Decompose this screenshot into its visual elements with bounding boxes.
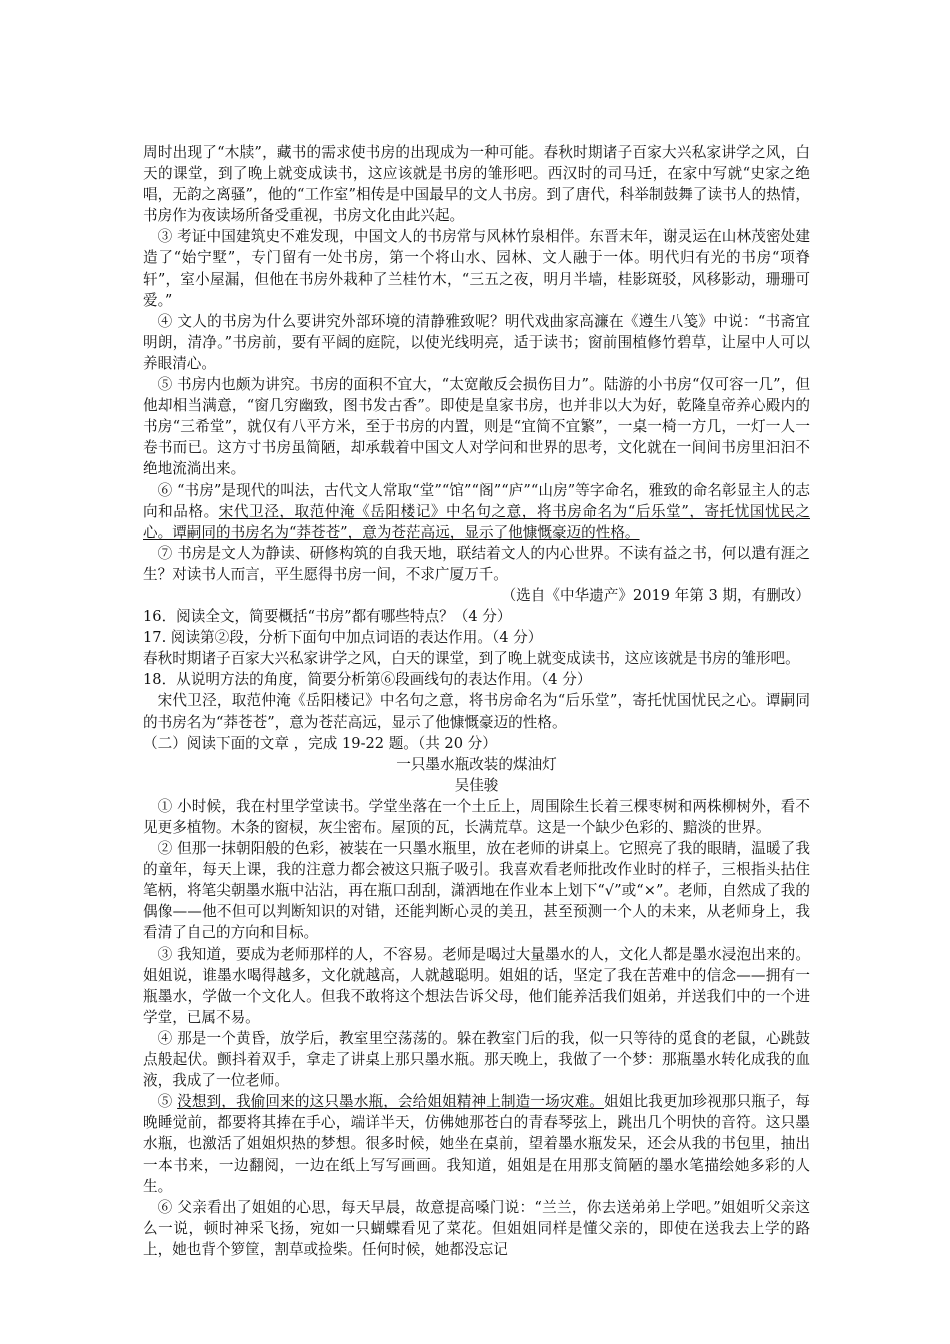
paragraph-5-text: 姐姐比我更加珍视那只瓶子，每晚睡觉前，都要将其捧在手心，端详半天，仿佛她那苍白的青春琴弦上，跳出几个明快的音符。这只墨水瓶，也激活了姐姐炽热的梦想。很多时候，她坐在桌前，望着墨水瓶发呆，还会从我的书包里，抽出一本书来，一边翻阅，一边在纸上写写画画。我知道，姐姐是在用那支简陋的墨水笔描绘她多彩的人生。 [143, 1093, 810, 1195]
question-17-quote: 春秋时期诸子百家大兴私家讲学之风，白天的课堂，到了晚上就变成读书，这应该就是书房的雏形吧。 [143, 650, 800, 668]
article-paragraph-5 [143, 1091, 810, 1196]
passage-paragraph-5: ⑤ 书房内也颇为讲究。书房的面积不宜大，“太宽敞反会损伤目力”。陆游的小书房“仅可容一几”，但他却相当满意，“窗几穷幽致，图书发古香”。即使是皇家书房，也并非以大为好，乾隆皇帝养心殿内的书房“三希堂”，就仅有八平方米，至于书房的内置，则是“宜简不宜繁”，一桌一椅一方几，一灯一人一卷书而已。这方寸书房虽简陋，却承载着中国文人对学问和世界的思考，文化就在一间间书房里汩汩不绝地流淌出来。 [143, 376, 810, 478]
paragraph-6-underlined-sentence: 宋代卫泾，取范仲淹《岳阳楼记》中名句之意，将书房命名为“后乐堂”，寄托忧国忧民之心。谭嗣同的书房名为“莽苍苍”，意为苍茫高远，显示了他慷慨豪迈的性格。 [143, 502, 810, 541]
passage-paragraph-3: ③ 考证中国建筑史不难发现，中国文人的书房常与风林竹泉相伴。东晋末年，谢灵运在山林茂密处建造了“始宁墅”，专门留有一处书房，第一个将山水、园林、文人融于一体。明代归有光的书房“项脊轩”，室小屋漏，但他在书房外栽种了兰桂竹木，“三五之夜，明月半墙，桂影斑驳，风移影动，珊珊可爱。” [143, 228, 810, 309]
section-2-heading: （二）阅读下面的文章 ，完成 19-22 题。（共 20 分） [143, 734, 497, 752]
article-paragraph-3: ③ 我知道，要成为老师那样的人，不容易。老师是喝过大量墨水的人，文化人都是墨水浸泡出来的。姐姐说，谁墨水喝得越多，文化就越高，人就越聪明。姐姐的话，坚定了我在苦难中的信念——拥有一瓶墨水，学做一个文化人。但我不敢将这个想法告诉父母，他们能养活我们姐弟，并送我们中的一个进学堂，已属不易。 [143, 945, 810, 1026]
question-18: 18．从说明方法的角度，简要分析第⑥段画线句的表达作用。（4 分） [143, 671, 592, 689]
passage-paragraph-4: ④ 文人的书房为什么要讲究外部环境的清静雅致呢？明代戏曲家高濂在《遵生八笺》中说：“书斋宜明朗，清净。”书房前，要有平阔的庭院，以使光线明亮，适于读书；窗前围植修竹碧草，让屋中人可以养眼清心。 [143, 312, 810, 372]
question-16: 16．阅读全文，简要概括“书房”都有哪些特点？（4 分） [143, 608, 512, 626]
article-title: 一只墨水瓶改装的煤油灯 [396, 755, 557, 773]
paragraph-5-number: ⑤ [157, 1093, 178, 1111]
passage-paragraph-continued: 周时出现了“木牍”，藏书的需求使书房的出现成为一种可能。春秋时期诸子百家大兴私家讲学之风，白天的课堂，到了晚上就变成读书，这应该就是书房的雏形吧。西汉时的司马迁，在家中写就“史家之绝唱，无韵之离骚”，他的“工作室”相传是中国最早的文人书房。到了唐代，科举制鼓舞了读书人的热情，书房作为夜读场所备受重视，书房文化由此兴起。 [143, 144, 810, 225]
passage-paragraph-6 [143, 480, 810, 543]
document-page [143, 142, 810, 1260]
article-paragraph-6: ⑥ 父亲看出了姐姐的心思，每天早晨，故意提高嗓门说：“兰兰，你去送弟弟上学吧。”姐姐听父亲这么一说，顿时神采飞扬，宛如一只蝴蝶看见了菜花。但姐姐同样是懂父亲的，即使在送我去上学的路上，她也背个箩筐，割草或捡柴。任何时候，她都没忘记 [143, 1198, 810, 1258]
article-paragraph-1: ① 小时候，我在村里学堂读书。学堂坐落在一个土丘上，周围除生长着三棵枣树和两株柳树外，看不见更多植物。木条的窗棂，灰尘密布。屋顶的瓦，长满荒草。这是一个缺少色彩的、黯淡的世界。 [143, 797, 810, 836]
article-paragraph-4: ④ 那是一个黄昏，放学后，教室里空荡荡的。躲在教室门后的我，似一只等待的觅食的老鼠，心跳鼓点般起伏。颤抖着双手，拿走了讲桌上那只墨水瓶。那天晚上，我做了一个梦：那瓶墨水转化成我的血液，我成了一位老师。 [143, 1029, 810, 1090]
question-18-quote: 宋代卫泾，取范仲淹《岳阳楼记》中名句之意，将书房命名为“后乐堂”，寄托忧国忧民之心。谭嗣同的书房名为“莽苍苍”，意为苍茫高远，显示了他慷慨豪迈的性格。 [143, 692, 810, 731]
article-author: 吴佳骏 [454, 776, 499, 794]
question-17: 17. 阅读第②段，分析下面句中加点词语的表达作用。（4 分） [143, 629, 543, 647]
paragraph-6-text: ⑥ “书房”是现代的叫法，古代文人常取“堂”“馆”“阁”“庐”“山房”等字命名，雅致的命名彰显主人的志向和品格。 [143, 481, 810, 520]
passage-paragraph-7: ⑦ 书房是文人为静读、研修构筑的自我天地，联结着文人的内心世界。不读有益之书，何以遣有涯之生？对读书人而言，平生愿得书房一间，不求广厦万千。 [143, 544, 810, 583]
article-paragraph-2: ② 但那一抹朝阳般的色彩，被装在一只墨水瓶里，放在老师的讲桌上。它照亮了我的眼睛，温暖了我的童年，每天上课，我的注意力都会被这只瓶子吸引。我喜欢看老师批改作业时的样子，三根指头拈住笔柄，将笔尖朝墨水瓶中沾沾，再在瓶口刮刮，潇洒地在作业本上划下“√”或“×”。老师，自然成了我的偶像——他不但可以判断知识的对错，还能判断心灵的美丑，甚至预测一个人的未来，从老师身上，我看清了自己的方向和目标。 [143, 840, 810, 942]
paragraph-5-underlined-sentence: 没想到，我偷回来的这只墨水瓶，会给姐姐精神上制造一场灾难。 [177, 1093, 605, 1111]
source-citation: （选自《中华遗产》2019 年第 3 期，有删改） [501, 586, 810, 604]
